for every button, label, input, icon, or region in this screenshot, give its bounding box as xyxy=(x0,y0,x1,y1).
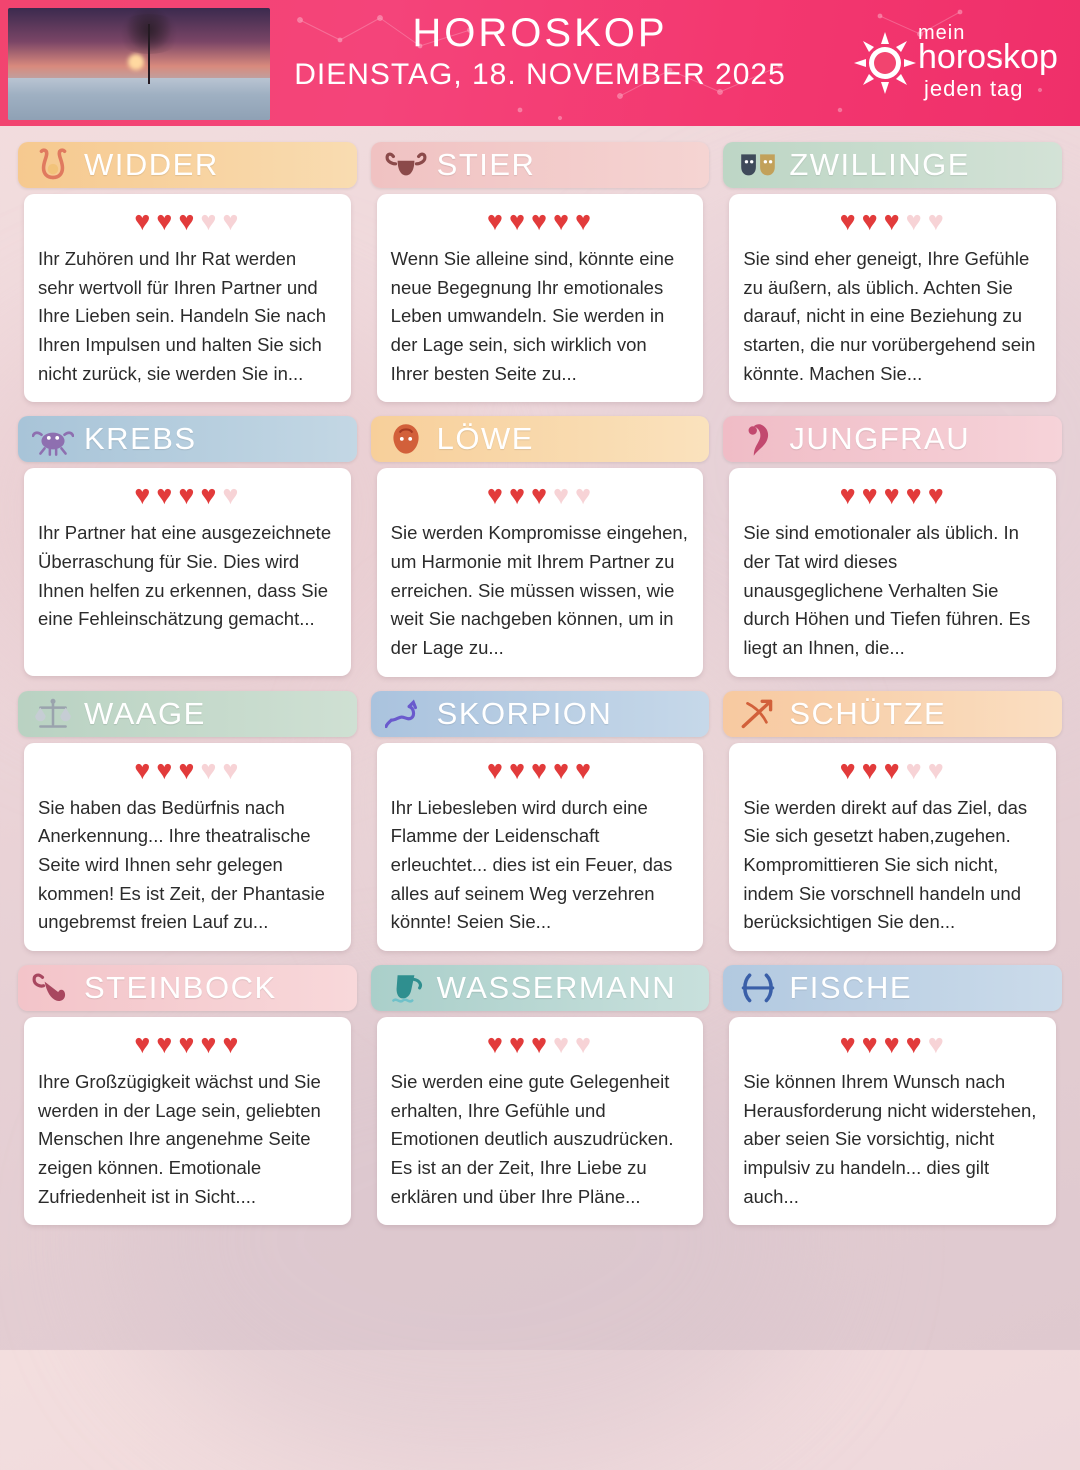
heart-filled-icon: ♥ xyxy=(530,1029,549,1060)
heart-filled-icon: ♥ xyxy=(575,206,594,236)
heart-empty-icon: ♥ xyxy=(200,206,219,236)
heart-empty-icon: ♥ xyxy=(927,754,946,785)
heart-filled-icon: ♥ xyxy=(530,206,549,236)
sign-name: STIER xyxy=(436,147,536,182)
sign-text: Ihre Großzügigkeit wächst und Sie werden in der Lage sein, geliebten Menschen Ihre angenehme Seite zeigen können. Emotionale Zufriedenheit ist in Sicht.... xyxy=(38,1071,321,1207)
heart-filled-icon: ♥ xyxy=(883,206,902,236)
love-rating xyxy=(391,754,690,785)
horoscope-card[interactable] xyxy=(371,416,710,676)
horoscope-card[interactable] xyxy=(18,416,357,676)
scorpio-scorpion-icon xyxy=(385,696,427,732)
sign-text: Sie werden direkt auf das Ziel, das Sie sich gesetzt haben,zugehen. Kompromittieren Sie sich nicht, indem Sie vorschnell handeln und berücksichtigen Sie den... xyxy=(743,796,1028,933)
sign-header-schütze[interactable] xyxy=(723,691,1062,737)
heart-filled-icon: ♥ xyxy=(839,206,858,236)
sign-text: Sie sind emotionaler als üblich. In der Tat wird dieses unausgeglichene Verhalten Sie durch Höhen und Tiefen führen. Es liegt an Ihnen, die... xyxy=(743,522,1031,659)
love-rating xyxy=(38,754,337,785)
sign-name: SCHÜTZE xyxy=(789,695,947,731)
horoscope-card[interactable] xyxy=(723,416,1062,676)
heart-filled-icon: ♥ xyxy=(156,754,175,785)
horoscope-card[interactable] xyxy=(18,691,357,951)
horoscope-card[interactable] xyxy=(723,142,1062,402)
horoscope-card[interactable] xyxy=(371,691,710,951)
heart-filled-icon: ♥ xyxy=(486,480,505,511)
heart-filled-icon: ♥ xyxy=(134,480,153,511)
sign-header-stier[interactable] xyxy=(371,142,710,188)
sign-body xyxy=(24,743,351,951)
horoscope-card[interactable] xyxy=(18,142,357,402)
page-header xyxy=(0,0,1080,126)
heart-filled-icon: ♥ xyxy=(905,1029,924,1060)
cancer-crab-icon xyxy=(32,421,74,457)
love-rating xyxy=(743,754,1042,785)
heart-filled-icon: ♥ xyxy=(134,754,153,785)
leo-lion-icon xyxy=(385,421,427,457)
aquarius-pitcher-icon xyxy=(385,970,427,1006)
sign-body xyxy=(729,194,1056,402)
sign-name: KREBS xyxy=(84,421,197,457)
heart-filled-icon: ♥ xyxy=(156,1029,175,1060)
sign-header-löwe[interactable] xyxy=(371,416,710,462)
sign-name: STEINBOCK xyxy=(84,970,277,1006)
heart-filled-icon: ♥ xyxy=(927,480,946,511)
heart-empty-icon: ♥ xyxy=(553,480,572,511)
heart-filled-icon: ♥ xyxy=(883,480,902,511)
love-rating xyxy=(38,482,337,509)
page-date: DIENSTAG, 18. NOVEMBER 2025 xyxy=(294,58,786,91)
sign-header-waage[interactable] xyxy=(18,691,357,737)
sign-name: ZWILLINGE xyxy=(789,147,970,182)
heart-filled-icon: ♥ xyxy=(905,480,924,511)
heart-empty-icon: ♥ xyxy=(222,480,241,511)
sign-header-skorpion[interactable] xyxy=(371,691,710,737)
sign-name: JUNGFRAU xyxy=(789,421,971,457)
sign-name: FISCHE xyxy=(789,970,913,1006)
logo-line-3: jeden tag xyxy=(924,76,1024,101)
heart-filled-icon: ♥ xyxy=(134,1029,153,1060)
pisces-fish-icon xyxy=(737,970,779,1006)
heart-filled-icon: ♥ xyxy=(486,206,505,236)
logo-line-2: horoskop xyxy=(918,38,1058,76)
heart-filled-icon: ♥ xyxy=(839,1029,858,1060)
heart-filled-icon: ♥ xyxy=(530,480,549,511)
horoscope-card[interactable] xyxy=(723,965,1062,1225)
heart-empty-icon: ♥ xyxy=(927,206,946,236)
logo-line-1: mein xyxy=(918,22,966,44)
heart-filled-icon: ♥ xyxy=(134,206,153,236)
heart-filled-icon: ♥ xyxy=(861,1029,880,1060)
brand-logo[interactable] xyxy=(852,14,1062,110)
sign-body xyxy=(729,468,1056,676)
heart-filled-icon: ♥ xyxy=(178,480,197,511)
heart-filled-icon: ♥ xyxy=(861,480,880,511)
sign-body xyxy=(377,468,704,676)
sun-icon xyxy=(852,30,918,96)
heart-empty-icon: ♥ xyxy=(553,1029,572,1060)
heart-filled-icon: ♥ xyxy=(553,206,572,236)
sign-body xyxy=(377,743,704,951)
love-rating xyxy=(391,208,690,235)
sign-header-fische[interactable] xyxy=(723,965,1062,1011)
heart-filled-icon: ♥ xyxy=(883,1029,902,1060)
heart-filled-icon: ♥ xyxy=(508,480,527,511)
horoscope-grid xyxy=(0,126,1080,1243)
sign-name: WAAGE xyxy=(84,695,206,731)
heart-filled-icon: ♥ xyxy=(883,754,902,785)
heart-filled-icon: ♥ xyxy=(861,206,880,236)
sign-text: Sie haben das Bedürfnis nach Anerkennung... Ihre theatralische Seite wird Ihnen sehr gelegen kommen! Es ist Zeit, der Phantasie ungebremst freien Lauf zu... xyxy=(38,796,325,933)
heart-filled-icon: ♥ xyxy=(575,754,594,785)
sign-body xyxy=(24,194,351,402)
heart-empty-icon: ♥ xyxy=(200,754,219,785)
sign-text: Ihr Partner hat eine ausgezeichnete Überraschung für Sie. Dies wird Ihnen helfen zu erkennen, dass Sie eine Fehleinschätzung gemacht... xyxy=(38,522,332,630)
horoscope-card[interactable] xyxy=(371,965,710,1225)
gemini-masks-icon xyxy=(737,147,779,183)
heart-empty-icon: ♥ xyxy=(905,206,924,236)
heart-filled-icon: ♥ xyxy=(178,1029,197,1060)
sign-name: WIDDER xyxy=(84,147,219,182)
heart-filled-icon: ♥ xyxy=(861,754,880,785)
sign-name: LÖWE xyxy=(436,421,534,457)
heart-filled-icon: ♥ xyxy=(178,754,197,785)
sign-text: Ihr Liebesleben wird durch eine Flamme der Leidenschaft erleuchtet... dies ist ein Feuer, das alles auf seinem Weg verzehren könnte! Seien Sie... xyxy=(390,796,673,933)
heart-filled-icon: ♥ xyxy=(839,754,858,785)
virgo-maiden-icon xyxy=(737,421,779,457)
sagittarius-bow-icon xyxy=(737,696,779,732)
heart-filled-icon: ♥ xyxy=(200,1029,219,1060)
heart-empty-icon: ♥ xyxy=(575,480,594,511)
aries-ram-icon xyxy=(32,147,74,183)
heart-filled-icon: ♥ xyxy=(486,1029,505,1060)
heart-filled-icon: ♥ xyxy=(156,480,175,511)
sign-header-wassermann[interactable] xyxy=(371,965,710,1011)
heart-filled-icon: ♥ xyxy=(530,754,549,785)
sign-name: SKORPION xyxy=(436,695,613,731)
love-rating xyxy=(391,1031,690,1058)
sign-header-widder[interactable] xyxy=(18,142,357,188)
sign-header-zwillinge[interactable] xyxy=(723,142,1062,188)
heart-empty-icon: ♥ xyxy=(927,1029,946,1060)
horoscope-card[interactable] xyxy=(371,142,710,402)
libra-scales-icon xyxy=(32,696,74,732)
heart-filled-icon: ♥ xyxy=(178,206,197,236)
sign-body xyxy=(377,194,704,402)
sign-text: Sie werden Kompromisse eingehen, um Harmonie mit Ihrem Partner zu erreichen. Sie müssen wissen, wie weit Sie nachgeben können, um in der Lage zu... xyxy=(390,522,688,659)
heart-filled-icon: ♥ xyxy=(553,754,572,785)
sign-text: Sie können Ihrem Wunsch nach Herausforderung nicht widerstehen, aber seien Sie vorsichtig, nicht impulsiv zu handeln... dies gilt auch... xyxy=(743,1071,1037,1207)
heart-empty-icon: ♥ xyxy=(222,754,241,785)
sign-body xyxy=(729,743,1056,951)
love-rating xyxy=(743,208,1042,235)
heart-empty-icon: ♥ xyxy=(575,1029,594,1060)
heart-filled-icon: ♥ xyxy=(508,206,527,236)
love-rating xyxy=(743,1031,1042,1058)
page-title: HOROSKOP xyxy=(412,11,668,55)
capricorn-goat-icon xyxy=(32,970,74,1006)
love-rating xyxy=(391,482,690,509)
heart-empty-icon: ♥ xyxy=(905,754,924,785)
taurus-bull-icon xyxy=(385,147,427,183)
heart-filled-icon: ♥ xyxy=(156,206,175,236)
heart-filled-icon: ♥ xyxy=(222,1029,241,1060)
sign-header-krebs[interactable] xyxy=(18,416,357,462)
sign-body xyxy=(729,1017,1056,1225)
sign-text: Wenn Sie alleine sind, könnte eine neue Begegnung Ihr emotionales Leben umwandeln. Sie werden in der Lage sein, sich wirklich von Ihrer besten Seite zu... xyxy=(390,248,675,384)
love-rating xyxy=(38,208,337,235)
sign-text: Sie werden eine gute Gelegenheit erhalten, Ihre Gefühle und Emotionen deutlich auszudrücken. Es ist an der Zeit, Ihre Liebe zu erklären und über Ihre Pläne... xyxy=(390,1071,674,1207)
heart-filled-icon: ♥ xyxy=(508,754,527,785)
horoscope-card[interactable] xyxy=(18,965,357,1225)
heart-empty-icon: ♥ xyxy=(222,206,241,236)
love-rating xyxy=(38,1031,337,1058)
sign-header-steinbock[interactable] xyxy=(18,965,357,1011)
heart-filled-icon: ♥ xyxy=(839,480,858,511)
heart-filled-icon: ♥ xyxy=(200,480,219,511)
sign-header-jungfrau[interactable] xyxy=(723,416,1062,462)
sign-text: Sie sind eher geneigt, Ihre Gefühle zu äußern, als üblich. Achten Sie darauf, nicht in eine Beziehung zu starten, die nur vorübergehend sein könnte. Machen Sie... xyxy=(743,248,1036,384)
horoscope-card[interactable] xyxy=(723,691,1062,951)
sign-text: Ihr Zuhören und Ihr Rat werden sehr wertvoll für Ihren Partner und Ihre Lieben sein. Handeln Sie nach Ihren Impulsen und halten Sie sich nicht zurück, sie werden Sie in... xyxy=(38,248,326,384)
sign-name: WASSERMANN xyxy=(436,970,677,1006)
sign-body xyxy=(24,1017,351,1225)
sign-body xyxy=(24,468,351,676)
love-rating xyxy=(743,482,1042,509)
heart-filled-icon: ♥ xyxy=(508,1029,527,1060)
sign-body xyxy=(377,1017,704,1225)
heart-filled-icon: ♥ xyxy=(486,754,505,785)
